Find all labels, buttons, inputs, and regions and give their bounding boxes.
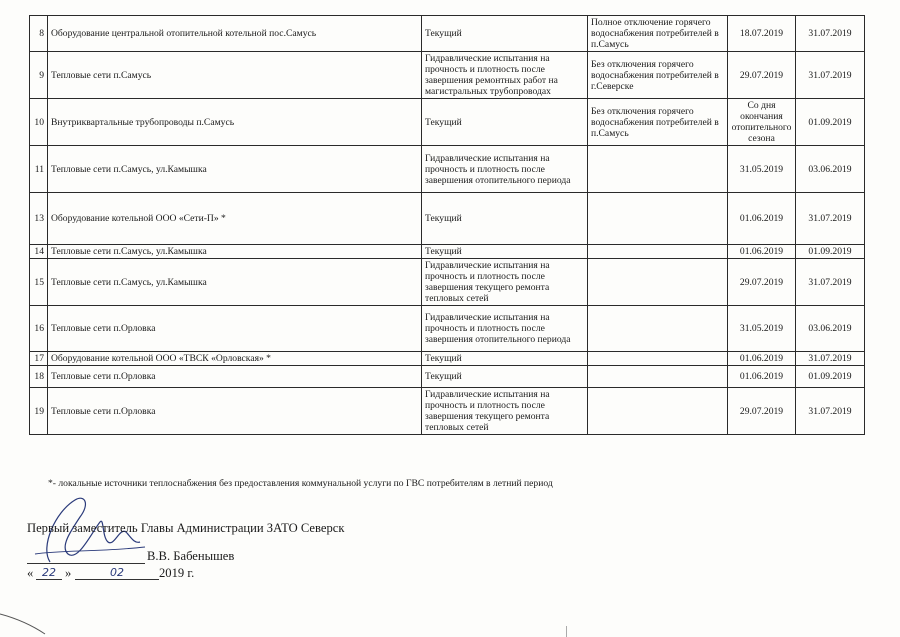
scan-artifact (0, 612, 60, 637)
hot-water-note (588, 259, 728, 306)
row-number: 19 (30, 388, 48, 435)
object-name: Тепловые сети п.Самусь, ул.Камышка (48, 146, 422, 193)
row-number: 15 (30, 259, 48, 306)
date-close-quote: » (65, 566, 72, 580)
table-row (30, 366, 865, 388)
table-row (30, 388, 865, 435)
hot-water-note (588, 193, 728, 245)
start-date: 01.06.2019 (728, 366, 796, 388)
work-type: Текущий (422, 366, 588, 388)
object-name: Тепловые сети п.Самусь, ул.Камышка (48, 245, 422, 259)
date-year: 2019 г. (159, 566, 195, 580)
start-date: 31.05.2019 (728, 146, 796, 193)
table-body (30, 16, 865, 435)
row-number: 10 (30, 99, 48, 146)
hot-water-note (588, 366, 728, 388)
table-row (30, 352, 865, 366)
work-type: Текущий (422, 16, 588, 52)
work-type: Текущий (422, 193, 588, 245)
work-type: Текущий (422, 99, 588, 146)
start-date: 01.06.2019 (728, 193, 796, 245)
start-date: 29.07.2019 (728, 259, 796, 306)
table-row (30, 245, 865, 259)
table-row (30, 16, 865, 52)
work-type: Текущий (422, 352, 588, 366)
start-date: 29.07.2019 (728, 388, 796, 435)
object-name: Оборудование котельной ООО «Сети-П» * (48, 193, 422, 245)
end-date: 31.07.2019 (796, 388, 865, 435)
end-date: 31.07.2019 (796, 52, 865, 99)
start-date: 01.06.2019 (728, 352, 796, 366)
signing-date (27, 566, 227, 584)
end-date: 01.09.2019 (796, 245, 865, 259)
start-date: 18.07.2019 (728, 16, 796, 52)
table-row (30, 259, 865, 306)
end-date: 31.07.2019 (796, 16, 865, 52)
hot-water-note (588, 388, 728, 435)
signer-row (27, 549, 267, 567)
date-month: 02 (75, 566, 159, 580)
row-number: 18 (30, 366, 48, 388)
row-number: 11 (30, 146, 48, 193)
table-row (30, 146, 865, 193)
object-name: Внутриквартальные трубопроводы п.Самусь (48, 99, 422, 146)
row-number: 17 (30, 352, 48, 366)
object-name: Тепловые сети п.Самусь, ул.Камышка (48, 259, 422, 306)
row-number: 16 (30, 306, 48, 352)
object-name: Тепловые сети п.Самусь (48, 52, 422, 99)
table-row (30, 52, 865, 99)
row-number: 14 (30, 245, 48, 259)
row-number: 9 (30, 52, 48, 99)
hot-water-note (588, 352, 728, 366)
signer-name: В.В. Бабенышев (147, 549, 235, 563)
hot-water-note (588, 146, 728, 193)
start-date: 31.05.2019 (728, 306, 796, 352)
object-name: Тепловые сети п.Орловка (48, 306, 422, 352)
object-name: Тепловые сети п.Орловка (48, 366, 422, 388)
work-type: Гидравлические испытания на прочность и плотность после завершения текущего ремонта тепловых сетей (422, 388, 588, 435)
end-date: 01.09.2019 (796, 99, 865, 146)
hot-water-note (588, 245, 728, 259)
end-date: 31.07.2019 (796, 259, 865, 306)
signer-position: Первый заместитель Главы Администрации ЗАТО Северск (27, 521, 345, 535)
object-name: Оборудование котельной ООО «ТВСК «Орловская» * (48, 352, 422, 366)
start-date: 01.06.2019 (728, 245, 796, 259)
work-type: Гидравлические испытания на прочность и плотность после завершения текущего ремонта тепловых сетей (422, 259, 588, 306)
work-type: Гидравлические испытания на прочность и плотность после завершения отопительного периода (422, 306, 588, 352)
table-row (30, 193, 865, 245)
end-date: 31.07.2019 (796, 352, 865, 366)
hot-water-note: Полное отключение горячего водоснабжения потребителей в п.Самусь (588, 16, 728, 52)
work-type: Гидравлические испытания на прочность и плотность после завершения отопительного периода (422, 146, 588, 193)
row-number: 13 (30, 193, 48, 245)
signature-line (27, 563, 145, 564)
hot-water-note: Без отключения горячего водоснабжения потребителей в г.Северске (588, 52, 728, 99)
start-date: 29.07.2019 (728, 52, 796, 99)
footnote: *- локальные источники теплоснабжения без предоставления коммунальной услуги по ГВС потребителям в летний период (48, 478, 553, 489)
table-row (30, 306, 865, 352)
date-open-quote: « (27, 566, 34, 580)
end-date: 03.06.2019 (796, 146, 865, 193)
scan-artifact-tick (566, 626, 567, 637)
table-row (30, 99, 865, 146)
hot-water-note (588, 306, 728, 352)
object-name: Тепловые сети п.Орловка (48, 388, 422, 435)
maintenance-schedule-table (29, 15, 865, 435)
end-date: 01.09.2019 (796, 366, 865, 388)
work-type: Текущий (422, 245, 588, 259)
hot-water-note: Без отключения горячего водоснабжения потребителей в п.Самусь (588, 99, 728, 146)
end-date: 31.07.2019 (796, 193, 865, 245)
start-date: Со дня окончания отопительного сезона (728, 99, 796, 146)
object-name: Оборудование центральной отопительной котельной пос.Самусь (48, 16, 422, 52)
end-date: 03.06.2019 (796, 306, 865, 352)
date-day: 22 (36, 566, 62, 580)
work-type: Гидравлические испытания на прочность и плотность после завершения ремонтных работ на магистральных трубопроводах (422, 52, 588, 99)
row-number: 8 (30, 16, 48, 52)
